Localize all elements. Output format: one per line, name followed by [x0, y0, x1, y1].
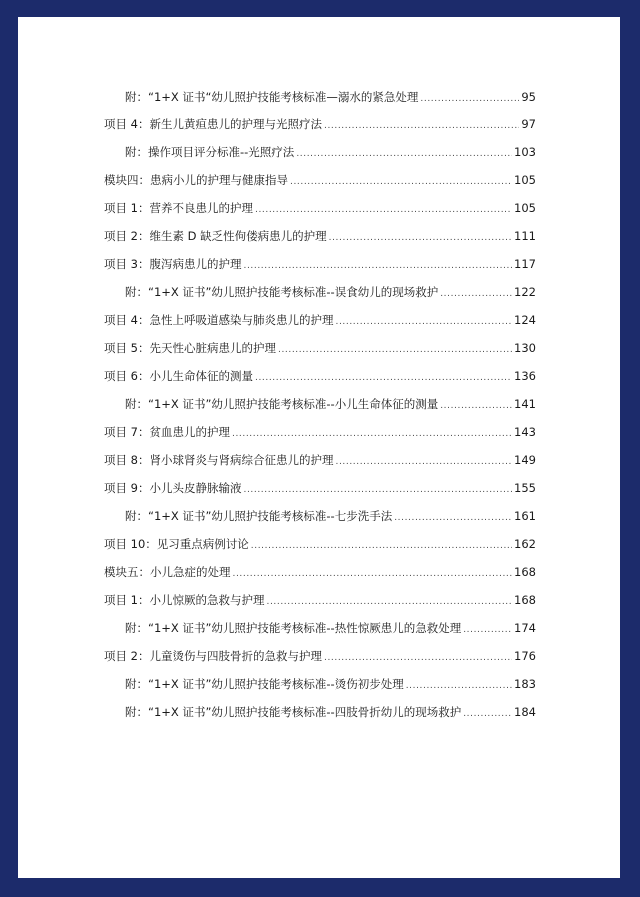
toc-page-number: 117: [514, 257, 536, 271]
toc-entry: [104, 228, 536, 244]
toc-page-number: 143: [514, 425, 536, 439]
toc-page-number: 103: [514, 145, 536, 159]
toc-entry-label: 附：“1+X 证书”幼儿照护技能考核标准--七步洗手法: [125, 509, 393, 523]
toc-entry-label: 附：“1+X 证书”幼儿照护技能考核标准--小儿生命体征的测量: [125, 397, 439, 411]
toc-entry-label: 项目 10：见习重点病例讨论: [104, 537, 249, 551]
toc-entry-label: 项目 1：营养不良患儿的护理: [104, 201, 253, 215]
toc-entry-label: 项目 4：急性上呼吸道感染与肺炎患儿的护理: [104, 313, 334, 327]
toc-dot-leader: [296, 146, 512, 162]
toc-entry: [104, 480, 536, 496]
toc-page-number: 124: [514, 313, 536, 327]
toc-entry: [104, 452, 536, 468]
toc-page-number: 176: [514, 649, 536, 663]
toc-entry: [104, 564, 536, 580]
toc-page-number: 141: [514, 397, 536, 411]
toc-dot-leader: [329, 230, 512, 246]
toc-dot-leader: [420, 91, 519, 107]
toc-dot-leader: [290, 174, 512, 190]
toc-dot-leader: [394, 510, 512, 526]
toc-entry: [104, 256, 536, 272]
toc-entry-label: 项目 6：小儿生命体征的测量: [104, 369, 253, 383]
toc-dot-leader: [463, 622, 512, 638]
toc-entry-label: 模块四：患病小儿的护理与健康指导: [104, 173, 288, 187]
toc-dot-leader: [406, 678, 512, 694]
toc-entry-label: 附：“1+X 证书”幼儿照护技能考核标准--烫伤初步处理: [125, 677, 404, 691]
toc-page-number: 136: [514, 369, 536, 383]
toc-entry: [104, 424, 536, 440]
toc-entry-label: 附：“1+X 证书”幼儿照护技能考核标准--热性惊厥患儿的急救处理: [125, 621, 462, 635]
toc-dot-leader: [255, 202, 512, 218]
toc-entry: [125, 620, 536, 636]
toc-entry: [125, 704, 536, 720]
toc-entry: [104, 172, 536, 188]
table-of-contents: [18, 17, 620, 878]
toc-dot-leader: [243, 482, 512, 498]
toc-page-number: 168: [514, 593, 536, 607]
toc-entry: [125, 676, 536, 692]
toc-entry-label: 附：操作项目评分标准--光照疗法: [125, 145, 295, 159]
toc-entry-label: 附：“1+X 证书”幼儿照护技能考核标准--四肢骨折幼儿的现场救护: [125, 705, 462, 719]
toc-dot-leader: [266, 594, 512, 610]
toc-entry: [125, 284, 536, 300]
toc-dot-leader: [324, 650, 512, 666]
toc-entry-label: 项目 2：维生素 D 缺乏性佝偻病患儿的护理: [104, 229, 327, 243]
toc-entry-label: 项目 7：贫血患儿的护理: [104, 425, 230, 439]
toc-dot-leader: [440, 398, 512, 414]
toc-entry: [125, 508, 536, 524]
toc-page-number: 155: [514, 481, 536, 495]
toc-page-number: 105: [514, 201, 536, 215]
toc-page-number: 105: [514, 173, 536, 187]
toc-page-number: 111: [514, 229, 536, 243]
toc-dot-leader: [335, 314, 512, 330]
toc-entry: [104, 340, 536, 356]
toc-entry: [104, 312, 536, 328]
toc-entry-label: 项目 8：肾小球肾炎与肾病综合征患儿的护理: [104, 453, 334, 467]
toc-entry: [125, 396, 536, 412]
toc-entry: [104, 368, 536, 384]
toc-dot-leader: [324, 118, 519, 134]
toc-dot-leader: [440, 286, 512, 302]
toc-entry: [104, 116, 536, 132]
toc-page-number: 95: [521, 90, 536, 104]
toc-page-number: 97: [521, 117, 536, 131]
toc-dot-leader: [335, 454, 512, 470]
toc-entry-label: 项目 4：新生儿黄疸患儿的护理与光照疗法: [104, 117, 322, 131]
toc-dot-leader: [251, 538, 512, 554]
toc-dot-leader: [255, 370, 512, 386]
toc-page-number: 122: [514, 285, 536, 299]
toc-entry: [104, 536, 536, 552]
toc-entry-label: 项目 3：腹泻病患儿的护理: [104, 257, 242, 271]
toc-entry-label: 项目 9：小儿头皮静脉输液: [104, 481, 242, 495]
toc-entry-label: 项目 5：先天性心脏病患儿的护理: [104, 341, 276, 355]
toc-entry-label: 附：“1+X 证书”幼儿照护技能考核标准--误食幼儿的现场救护: [125, 285, 439, 299]
toc-entry-label: 附：“1+X 证书“幼儿照护技能考核标准—溺水的紧急处理: [125, 90, 419, 104]
toc-dot-leader: [233, 566, 513, 582]
toc-entry: [125, 89, 536, 105]
toc-entry: [104, 592, 536, 608]
toc-entry-label: 项目 2：儿童烫伤与四肢骨折的急救与护理: [104, 649, 322, 663]
toc-dot-leader: [463, 706, 512, 722]
toc-page-number: 162: [514, 537, 536, 551]
toc-page-number: 184: [514, 705, 536, 719]
toc-entry: [104, 648, 536, 664]
toc-page-number: 183: [514, 677, 536, 691]
toc-dot-leader: [278, 342, 512, 358]
toc-entry: [104, 200, 536, 216]
toc-page-number: 168: [514, 565, 536, 579]
document-page: [18, 17, 620, 878]
toc-page-number: 174: [514, 621, 536, 635]
toc-dot-leader: [243, 258, 512, 274]
toc-page-number: 130: [514, 341, 536, 355]
toc-page-number: 149: [514, 453, 536, 467]
toc-entry: [125, 144, 536, 160]
toc-dot-leader: [232, 426, 512, 442]
toc-page-number: 161: [514, 509, 536, 523]
toc-entry-label: 项目 1：小儿惊厥的急救与护理: [104, 593, 265, 607]
toc-entry-label: 模块五：小儿急症的处理: [104, 565, 231, 579]
